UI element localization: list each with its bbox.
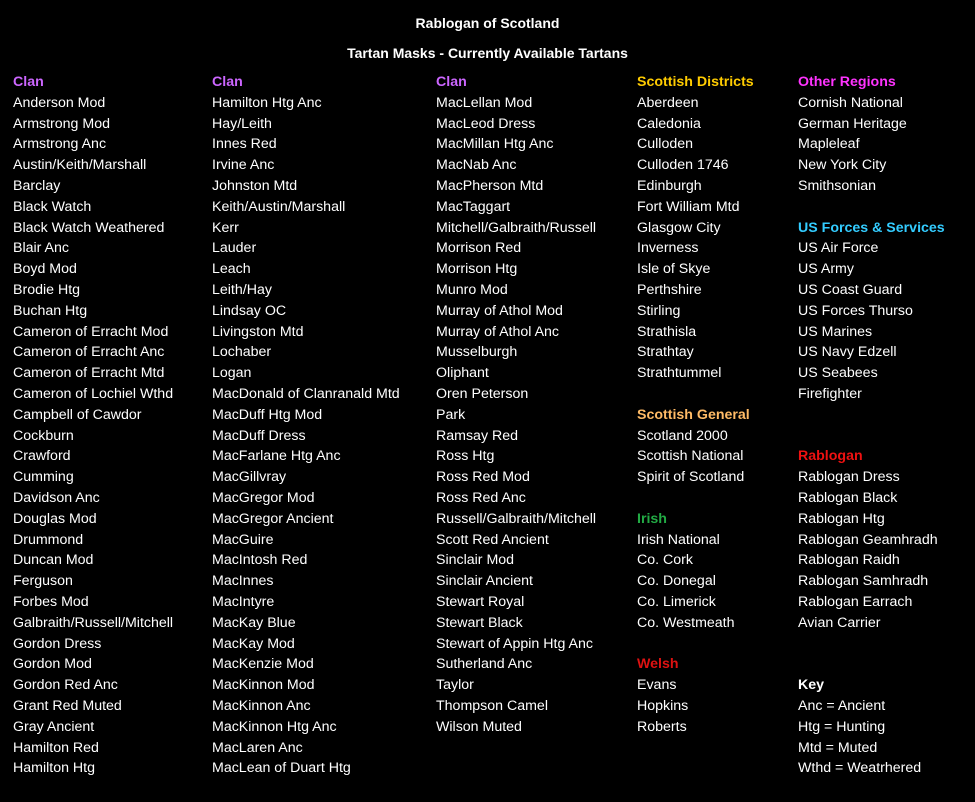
tartan-list-item: Galbraith/Russell/Mitchell — [13, 614, 174, 631]
tartan-list-item: Roberts — [637, 718, 687, 735]
tartan-list-item: Black Watch — [13, 198, 92, 215]
tartan-list-item: Sinclair Mod — [436, 552, 515, 569]
tartan-list-item: Ferguson — [13, 573, 73, 590]
tartan-list-item: Leith/Hay — [212, 281, 272, 298]
tartan-list-item: Cumming — [13, 469, 74, 486]
tartan-list-item: Duncan Mod — [13, 552, 94, 569]
tartan-list-item: MacKinnon Mod — [212, 677, 315, 694]
tartan-list-item: Logan — [212, 365, 252, 382]
tartan-list-item: Morrison Htg — [436, 261, 518, 278]
tartan-list-item: Wilson Muted — [436, 718, 522, 735]
tartan-list-item: Spirit of Scotland — [637, 469, 745, 486]
tartan-list-item: Taylor — [436, 677, 474, 694]
tartan-list-item: Htg = Hunting — [798, 718, 886, 735]
section-header-clan: Clan — [13, 74, 44, 90]
tartan-list-item: Livingston Mtd — [212, 323, 304, 340]
tartan-list-item: Buchan Htg — [13, 302, 88, 319]
tartan-list-item: Douglas Mod — [13, 510, 97, 527]
tartan-list-item: Ross Htg — [436, 448, 495, 465]
page-subtitle: Tartan Masks - Currently Available Tartans — [347, 45, 628, 61]
tartan-list-item: US Air Force — [798, 240, 879, 257]
section-header-rablogan: Rablogan — [798, 448, 863, 465]
tartan-list-item: Munro Mod — [436, 281, 508, 298]
tartan-list-item: Mapleleaf — [798, 136, 860, 153]
tartan-list-item: Rablogan Htg — [798, 510, 885, 527]
tartan-list-item: Murray of Athol Mod — [436, 302, 563, 319]
tartan-list-item: MacLeod Dress — [436, 115, 536, 132]
tartan-list-item: MacGregor Mod — [212, 489, 315, 506]
tartan-list-item: Irish National — [637, 531, 720, 548]
tartan-list-item: MacKay Mod — [212, 635, 295, 652]
tartan-list-item: Hamilton Htg Anc — [212, 94, 322, 111]
tartan-list-item: Campbell of Cawdor — [13, 406, 142, 423]
section-header-key: Key — [798, 677, 825, 694]
tartan-list-item: Gordon Red Anc — [13, 677, 118, 694]
tartan-list-item: Perthshire — [637, 281, 702, 298]
tartan-list-item: MacNab Anc — [436, 157, 517, 174]
tartan-list-item: Forbes Mod — [13, 593, 89, 610]
section-header-irish: Irish — [637, 510, 667, 527]
tartan-list-item: Musselburgh — [436, 344, 518, 361]
tartan-list-item: MacGregor Ancient — [212, 510, 334, 527]
tartan-list-item: Cameron of Lochiel Wthd — [13, 385, 174, 402]
tartan-list-item: Murray of Athol Anc — [436, 323, 560, 340]
tartan-list-item: Evans — [637, 677, 677, 694]
tartan-list-item: Mitchell/Galbraith/Russell — [436, 219, 597, 236]
tartan-list-item: Russell/Galbraith/Mitchell — [436, 510, 597, 527]
tartan-list-item: Oren Peterson — [436, 385, 529, 402]
tartan-list-item: MacIntosh Red — [212, 552, 308, 569]
tartan-list-item: Cockburn — [13, 427, 74, 444]
tartan-list-item: German Heritage — [798, 115, 907, 132]
tartan-list-item: US Seabees — [798, 365, 878, 382]
column-clan-1 — [13, 72, 173, 779]
tartan-list-item: Black Watch Weathered — [13, 219, 165, 236]
tartan-list-item: Hamilton Htg — [13, 760, 96, 777]
tartan-list-item: Stewart of Appin Htg Anc — [436, 635, 593, 652]
tartan-list-item: Irvine Anc — [212, 157, 275, 174]
tartan-list-item: US Coast Guard — [798, 281, 903, 298]
tartan-list-item: Inverness — [637, 240, 699, 257]
tartan-list-item: Stewart Royal — [436, 593, 525, 610]
tartan-list-item: MacPherson Mtd — [436, 177, 544, 194]
tartan-list-item: US Army — [798, 261, 854, 278]
section-header-welsh: Welsh — [637, 656, 679, 673]
tartan-list-item: Boyd Mod — [13, 261, 77, 278]
tartan-list-item: Keith/Austin/Marshall — [212, 198, 346, 215]
tartan-list-item: Edinburgh — [637, 177, 702, 194]
tartan-list-item: Rablogan Earrach — [798, 593, 913, 610]
tartan-list-item: MacTaggart — [436, 198, 511, 215]
tartan-list-item: Sutherland Anc — [436, 656, 533, 673]
column-clan-3 — [436, 72, 596, 738]
tartan-list-item: Stewart Black — [436, 614, 523, 631]
tartan-list-item: Rablogan Raidh — [798, 552, 900, 569]
tartan-list-item: Aberdeen — [637, 94, 699, 111]
tartan-list-item: MacDuff Htg Mod — [212, 406, 323, 423]
tartan-list-item: Hay/Leith — [212, 115, 272, 132]
tartan-list-item: MacKinnon Anc — [212, 697, 311, 714]
tartan-list-item: Brodie Htg — [13, 281, 81, 298]
tartan-list-item: Co. Westmeath — [637, 614, 735, 631]
tartan-list-item: Sinclair Ancient — [436, 573, 533, 590]
section-header-other-regions: Other Regions — [798, 74, 896, 90]
tartan-list-item: Anc = Ancient — [798, 697, 886, 714]
tartan-list-item: Morrison Red — [436, 240, 522, 257]
tartan-list-item: Scottish National — [637, 448, 744, 465]
tartan-list-item: Davidson Anc — [13, 489, 100, 506]
tartan-list-item: Leach — [212, 261, 251, 278]
tartan-list-item: Wthd = Weatrhered — [798, 760, 922, 777]
tartan-list-item: Kerr — [212, 219, 239, 236]
tartan-list-item: Oliphant — [436, 365, 489, 382]
tartan-list-item: Culloden — [637, 136, 694, 153]
tartan-list-item: Strathtummel — [637, 365, 722, 382]
tartan-list-item: Smithsonian — [798, 177, 877, 194]
tartan-list-item: MacDonald of Clanranald Mtd — [212, 385, 400, 402]
tartan-list-item: Cameron of Erracht Anc — [13, 344, 165, 361]
tartan-list-item: Avian Carrier — [798, 614, 881, 631]
tartan-list-item: Cornish National — [798, 94, 903, 111]
tartan-list-item: Hopkins — [637, 697, 689, 714]
tartan-list-item: MacKenzie Mod — [212, 656, 314, 673]
tartan-list-item: Drummond — [13, 531, 84, 548]
tartan-list-item: MacFarlane Htg Anc — [212, 448, 341, 465]
tartan-list-item: Rablogan Geamhradh — [798, 531, 938, 548]
tartan-list-item: MacLaren Anc — [212, 739, 303, 756]
tartan-list-item: Isle of Skye — [637, 261, 711, 278]
tartan-list-item: MacInnes — [212, 573, 274, 590]
tartan-list-item: Armstrong Anc — [13, 136, 107, 153]
column-regions-scotland-ireland-wales — [637, 72, 754, 738]
tartan-list-item: Scotland 2000 — [637, 427, 728, 444]
tartan-list-item: Caledonia — [637, 115, 701, 132]
tartan-list-item: MacGuire — [212, 531, 274, 548]
tartan-list-item: Culloden 1746 — [637, 157, 729, 174]
tartan-list-item: US Marines — [798, 323, 873, 340]
tartan-list-item: Johnston Mtd — [212, 177, 298, 194]
tartan-list-item: Lindsay OC — [212, 302, 287, 319]
tartan-list-item: MacMillan Htg Anc — [436, 136, 554, 153]
tartan-list-item: Ramsay Red — [436, 427, 519, 444]
page-title: Rablogan of Scotland — [415, 15, 560, 31]
tartan-list-item: Fort William Mtd — [637, 198, 740, 215]
tartan-list-item: Strathisla — [637, 323, 697, 340]
tartan-list-item: Barclay — [13, 177, 61, 194]
column-clan-2 — [212, 72, 400, 779]
tartan-list-item: Austin/Keith/Marshall — [13, 157, 147, 174]
tartan-list-item: Co. Limerick — [637, 593, 716, 610]
section-header-scottish-districts: Scottish Districts — [637, 74, 754, 90]
tartan-list-item: Thompson Camel — [436, 697, 548, 714]
tartan-list-item: Innes Red — [212, 136, 277, 153]
tartan-list-item: Cameron of Erracht Mod — [13, 323, 169, 340]
tartan-list-item: Grant Red Muted — [13, 697, 122, 714]
tartan-list-item: Co. Cork — [637, 552, 693, 569]
tartan-list-item: MacKinnon Htg Anc — [212, 718, 337, 735]
tartan-list-item: Lauder — [212, 240, 257, 257]
tartan-list-item: MacGillvray — [212, 469, 287, 486]
tartan-list-item: Glasgow City — [637, 219, 721, 236]
column-other-regions-us-rablogan-key — [798, 72, 945, 779]
tartan-list-item: Ross Red Anc — [436, 489, 526, 506]
tartan-list-item: Blair Anc — [13, 240, 69, 257]
tartan-list-item: Gordon Mod — [13, 656, 92, 673]
tartan-list-item: New York City — [798, 157, 887, 174]
tartan-list-item: Crawford — [13, 448, 71, 465]
tartan-list-item: Hamilton Red — [13, 739, 99, 756]
tartan-list-item: Mtd = Muted — [798, 739, 878, 756]
tartan-list-item: MacKay Blue — [212, 614, 296, 631]
tartan-list-item: US Forces Thurso — [798, 302, 913, 319]
tartan-list-item: Firefighter — [798, 385, 862, 402]
tartan-list-item: MacLean of Duart Htg — [212, 760, 351, 777]
tartan-list-item: Gray Ancient — [13, 718, 95, 735]
tartan-list-item: MacDuff Dress — [212, 427, 306, 444]
section-header-clan: Clan — [436, 74, 467, 90]
tartan-list-item: Stirling — [637, 302, 681, 319]
section-header-us-forces-services: US Forces & Services — [798, 219, 945, 236]
tartan-list-item: Cameron of Erracht Mtd — [13, 365, 165, 382]
tartan-list-item: Anderson Mod — [13, 94, 106, 111]
tartan-list-item: Rablogan Black — [798, 489, 898, 506]
tartan-list-item: Co. Donegal — [637, 573, 716, 590]
section-header-clan: Clan — [212, 74, 243, 90]
tartan-list-item: MacLellan Mod — [436, 94, 533, 111]
tartan-list-item: Scott Red Ancient — [436, 531, 549, 548]
tartan-list-item: Strathtay — [637, 344, 694, 361]
section-header-scottish-general: Scottish General — [637, 406, 750, 423]
tartan-list-item: MacIntyre — [212, 593, 275, 610]
tartan-list-item: Armstrong Mod — [13, 115, 110, 132]
tartan-list-item: Lochaber — [212, 344, 272, 361]
tartan-list-item: Rablogan Samhradh — [798, 573, 929, 590]
tartan-list-item: Gordon Dress — [13, 635, 102, 652]
tartan-list-item: Rablogan Dress — [798, 469, 900, 486]
tartan-list-item: US Navy Edzell — [798, 344, 897, 361]
tartan-list-item: Ross Red Mod — [436, 469, 530, 486]
tartan-list-item: Park — [436, 406, 466, 423]
